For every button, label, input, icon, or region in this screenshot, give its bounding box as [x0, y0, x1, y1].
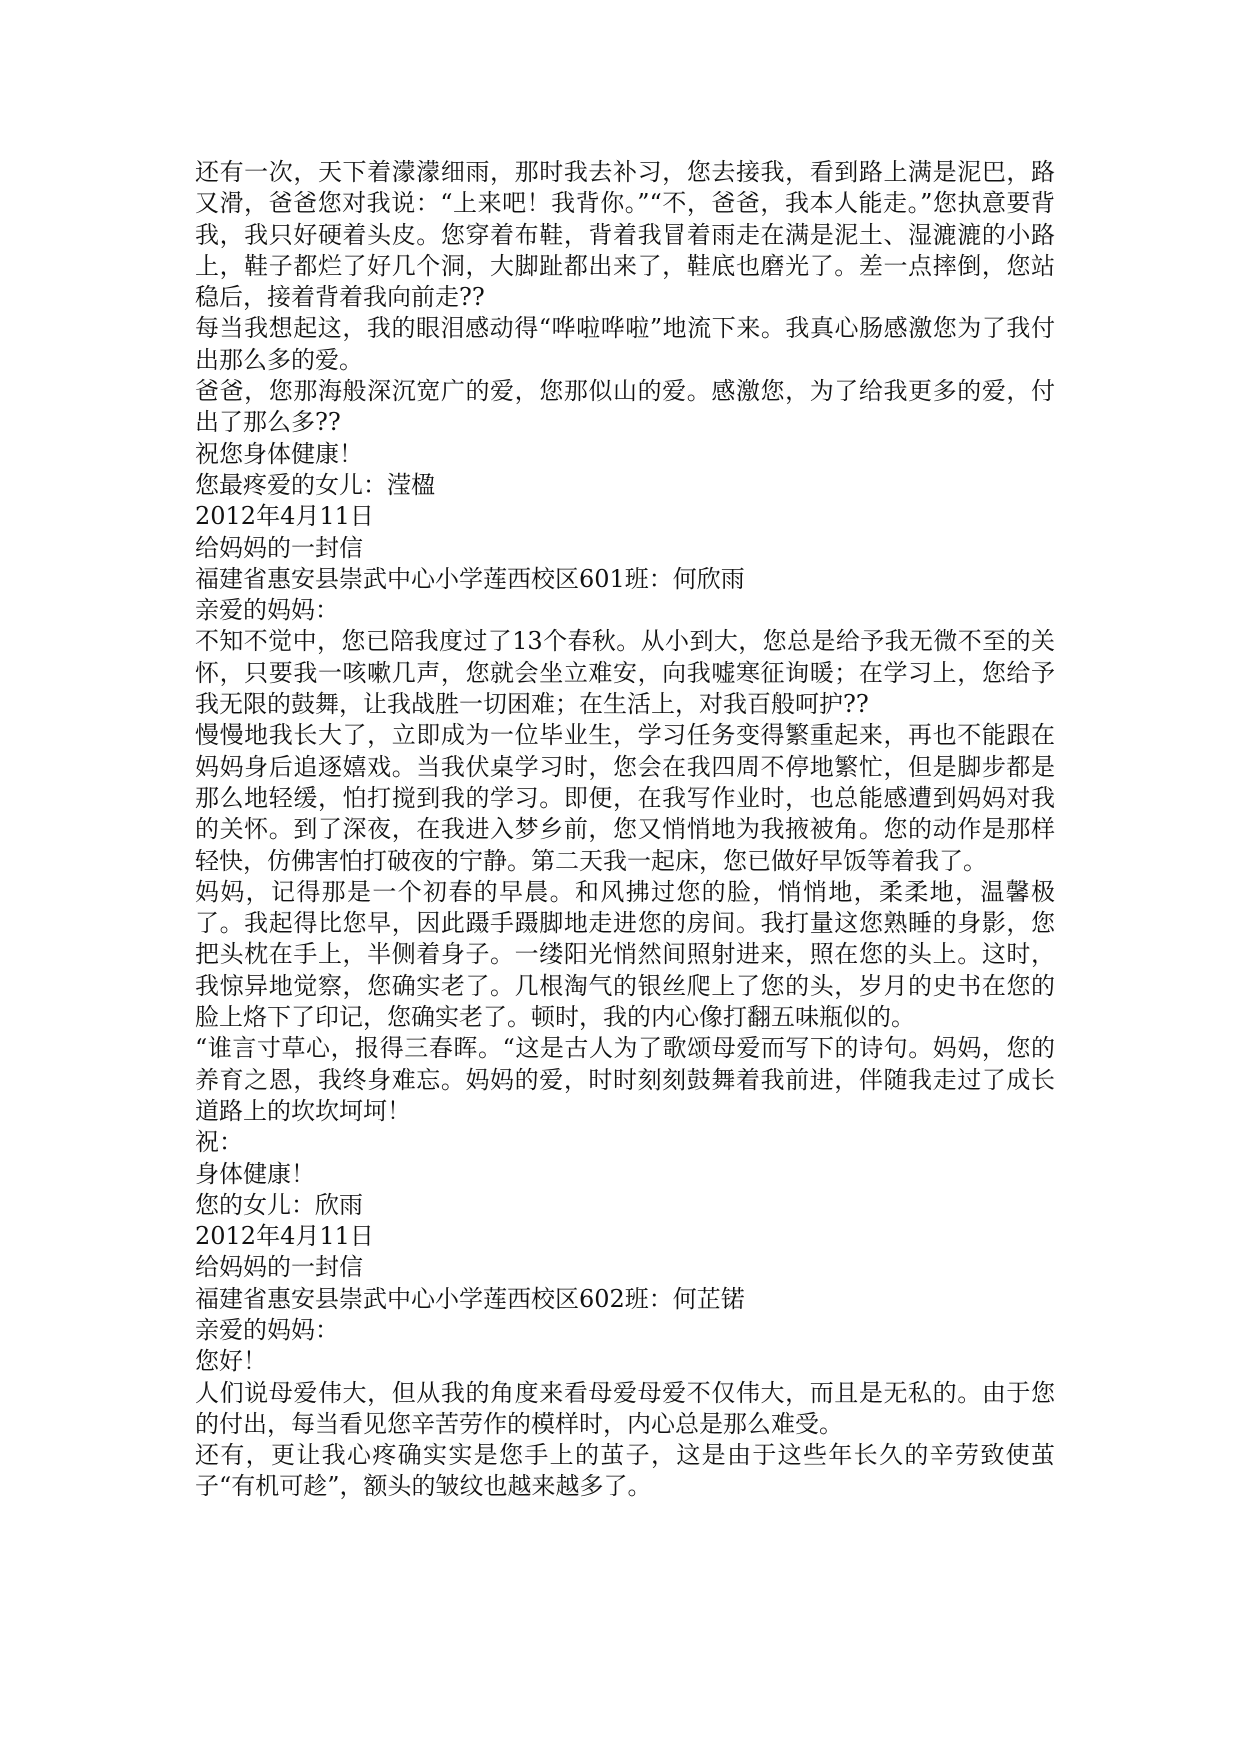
salutation-3: 亲爱的妈妈：: [195, 1315, 339, 1344]
paragraph-spring-morning: 妈妈，记得那是一个初春的早晨。和风拂过您的脸，悄悄地，柔柔地，温馨极了。我起得比您早，因此蹑手蹑脚地走进您的房间。我打量这您熟睡的身影，您把头枕在手上，半侧着身子。一缕阳光悄然间照射进来，照在您的头上。这时，我惊异地觉察，您确实老了。几根淘气的银丝爬上了您的头，岁月的史书在您的脸上烙下了印记，您确实老了。顿时，我的内心像打翻五味瓶似的。: [195, 877, 1055, 1032]
paragraph-rainy-day-story: 还有一次，天下着濛濛细雨，那时我去补习，您去接我，看到路上满是泥巴，路又滑，爸爸您对我说：“上来吧！我背你。”“不，爸爸，我本人能走。”您执意要背我，我只好硬着头皮。您穿着布鞋，背着我冒着雨走在满是泥土、湿漉漉的小路上，鞋子都烂了好几个洞，大脚趾都出来了，鞋底也磨光了。差一点摔倒，您站稳后，接着背着我向前走??: [195, 158, 1055, 312]
letter-title-2: 给妈妈的一封信: [195, 533, 363, 562]
paragraph-mothers-love: 人们说母爱伟大，但从我的角度来看母爱母爱不仅伟大，而且是无私的。由于您的付出，每当看见您辛苦劳作的模样时，内心总是那么难受。: [195, 1378, 1055, 1438]
paragraph-growing-up: 慢慢地我长大了，立即成为一位毕业生，学习任务变得繁重起来，再也不能跟在妈妈身后追逐嬉戏。当我伏桌学习时，您会在我四周不停地繁忙，但是脚步都是那么地轻缓，怕打搅到我的学习。即便，在我写作业时，也总能感遭到妈妈对我的关怀。到了深夜，在我进入梦乡前，您又悄悄地为我掖被角。您的动作是那样轻快，仿佛害怕打破夜的宁静。第二天我一起床，您已做好早饭等着我了。: [195, 721, 1055, 875]
date-2: 2012年4月11日: [195, 1222, 374, 1251]
closing-wish-2a: 祝：: [195, 1128, 243, 1157]
paragraph-fathers-love: 爸爸，您那海般深沉宽广的爱，您那似山的爱。感激您，为了给我更多的爱，付出了那么多??: [195, 377, 1055, 437]
paragraph-calluses: 还有，更让我心疼确实实是您手上的茧子，这是由于这些年长久的辛劳致使茧子“有机可趁”，额头的皱纹也越来越多了。: [195, 1441, 1055, 1501]
letter-title-3: 给妈妈的一封信: [195, 1253, 363, 1282]
paragraph-tears-gratitude: 每当我想起这，我的眼泪感动得“哗啦哗啦”地流下来。我真心肠感激您为了我付出那么多的爱。: [195, 314, 1055, 374]
signature-1: 您最疼爱的女儿：滢楹: [195, 470, 435, 499]
author-line-3: 福建省惠安县崇武中心小学莲西校区602班：何芷锘: [195, 1284, 745, 1313]
paragraph-poem: “谁言寸草心，报得三春晖。“这是古人为了歌颂母爱而写下的诗句。妈妈，您的养育之恩，我终身难忘。妈妈的爱，时时刻刻鼓舞着我前进，伴随我走过了成长道路上的坎坎坷坷！: [195, 1034, 1055, 1125]
closing-wish-1: 祝您身体健康！: [195, 439, 363, 468]
greeting-3: 您好！: [195, 1347, 267, 1376]
paragraph-13-years: 不知不觉中，您已陪我度过了13个春秋。从小到大，您总是给予我无微不至的关怀，只要我一咳嗽几声，您就会坐立难安，向我嘘寒征询暖；在学习上，您给予我无限的鼓舞，让我战胜一切困难；在生活上，对我百般呵护??: [195, 627, 1055, 719]
author-line-2: 福建省惠安县崇武中心小学莲西校区601班：何欣雨: [195, 564, 745, 593]
signature-2: 您的女儿：欣雨: [195, 1190, 363, 1219]
salutation-2: 亲爱的妈妈：: [195, 596, 339, 625]
closing-wish-2b: 身体健康！: [195, 1159, 315, 1188]
letter-text-body: [195, 157, 1055, 1503]
date-1: 2012年4月11日: [195, 502, 374, 531]
